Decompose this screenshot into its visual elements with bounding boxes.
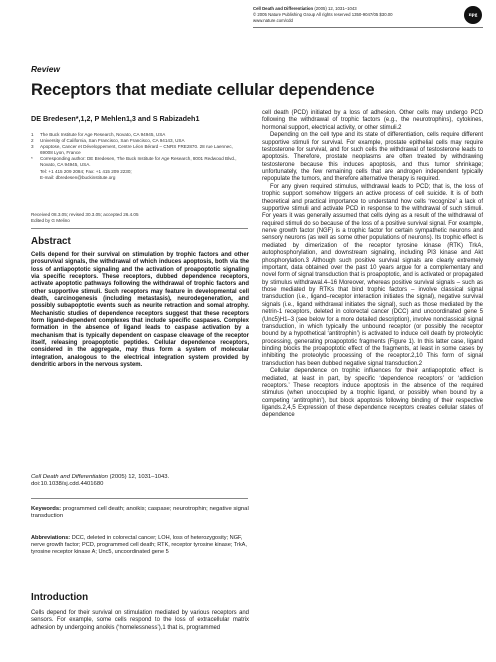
affiliation-row: * Corresponding author: DE Bredesen, The Buck Institute for Age Research, 8001 Redwood Blvd., Novato, CA 94945, USA. — [31, 156, 237, 168]
keywords-text: programmed cell death; anoikis; caspase; neurotrophin; negative signal transduction — [31, 506, 249, 520]
received-dates — [31, 212, 246, 224]
received-line: Received 08.3.05; revised 30.3.05; accepted 26.4.05 — [31, 212, 139, 217]
edited-by-line: Edited by G Melino — [31, 218, 70, 224]
affiliations — [31, 132, 246, 181]
keywords — [31, 506, 249, 521]
journal-header — [253, 6, 458, 24]
citation-journal: Cell Death and Differentiation — [31, 474, 108, 480]
paragraph: Cellular dependence on trophic influences for their antiapoptotic effect is mediated, at least in part, by specific ‘dependence receptors’ or ‘addiction receptors.’ These receptors induce apoptosis in the absence of the required stimulus (when unoccupied by a trophic ligand, or possibly when bound by a competing ‘antitrophin’), but block apoptosis following binding of their respective ligands.2,4,5 Expression of these dependence receptors creates cellular states of dependence — [262, 368, 483, 419]
article-title: Receptors that mediate cellular dependence — [31, 80, 375, 99]
affiliation-row: E-mail: dbredesen@buckinstitute.org — [40, 174, 116, 180]
affiliation-row: Tel: +1 415 209 2084; Fax: +1 415 209 2230; — [40, 168, 132, 174]
abbreviations-text: DCC, deleted in colorectal cancer; LOH, loss of heterozygosity; NGF, nerve growth factor; PCD, programmed cell death; RTK, receptor tyrosine kinase; TrkA, tyrosine receptor kinase A; Unc5, uncoordinated gene 5 — [31, 535, 247, 556]
journal-name: Cell Death and Differentiation — [253, 6, 314, 11]
author-list: DE Bredesen*,1,2, P Mehlen1,3 and S Rabizadeh1 — [31, 114, 200, 123]
section-label: Review — [31, 64, 60, 74]
abstract-divider — [31, 228, 248, 229]
abstract-heading: Abstract — [31, 236, 71, 247]
keywords-divider — [31, 498, 248, 499]
doi[interactable]: doi:10.1038/sj.cdd.4401680 — [31, 481, 104, 488]
journal-url[interactable]: www.nature.com/cdd — [253, 18, 293, 23]
introduction-body: Cells depend for their survival on stimulation mediated by various receptors and sensors. For example, some cells respond to the loss of extracellular matrix adhesion by undergoing anoikis (‘homelessness’),1 that is, programmed — [31, 610, 249, 631]
abbreviations-label: Abbreviations: — [31, 535, 71, 541]
abstract-body: Cells depend for their survival on stimulation by trophic factors and other prosurvival signals, the withdrawal of which induces apoptosis, both via the loss of antiapoptotic signaling and the activation of proapoptotic signaling via specific receptors. These receptors, dubbed dependence receptors, activate apoptotic pathways following the withdrawal of trophic factors and other supportive stimuli. Such receptors may feature in developmental cell death, carcinogenesis (including metastasis), neurodegeneration, and possibly subapoptotic events such as neurite retraction and somal atrophy. Mechanistic studies of dependence receptors suggest that these receptors form ligand-dependent complexes that include specific caspases. Complex formation in the absence of ligand leads to caspase activation by a mechanism that is typically dependent on caspase cleavage of the receptor itself, releasing proapoptotic peptides. Cellular dependence receptors, considered in the aggregate, may thus form a system of molecular integration, analogous to the electrical integration system provided by dendritic arbors in the nervous system. — [31, 252, 249, 369]
paragraph: Depending on the cell type and its state of differentiation, cells require different supportive stimuli for survival. For example, prostate epithelial cells may require testosterone for survival, and for such cells the withdrawal of testosterone leads to apoptosis. Therefore, prostate neoplasms are often treated by withdrawing testosterone because this induces apoptosis, and thus tumor shrinkage; unfortunately, the few remaining cells that are androgen independent typically repopulate the tumors, and therefore alternative therapy is required. — [262, 132, 483, 183]
introduction-heading: Introduction — [31, 592, 89, 603]
abbreviations — [31, 535, 249, 556]
right-column — [262, 110, 483, 420]
paragraph: cell death (PCD) initiated by a loss of adhesion. Other cells may undergo PCD following the withdrawal of trophic factors (e.g., the neurotrophins), cytokines, hormonal support, electrical activity, or other stimuli.2 — [262, 110, 483, 131]
journal-citation: (2005) 12, 1031–1043 — [313, 6, 357, 11]
keywords-label: Keywords: — [31, 506, 62, 512]
journal-copyright: © 2005 Nature Publishing Group All rights reserved 1350-9047/05 $30.00 — [253, 12, 393, 17]
npg-logo: npg — [464, 6, 482, 24]
citation-details: (2005) 12, 1031–1043. — [107, 474, 170, 480]
affiliation-row: 2 University of California, San Francisco, San Francisco, CA 94143, USA — [31, 138, 185, 144]
affiliation-row: 3 Apoptose, Cancer et Développement, Centre Léon Bérard – CNRS FRE2870. 28 rue Laennec, 69008 Lyon, France — [31, 144, 233, 156]
paragraph: For any given required stimulus, withdrawal leads to PCD; that is, the loss of trophic support somehow triggers an active process of cell suicide. It is of both theoretical and practical importance to understand how cells ‘recognize’ a lack of supportive stimuli and activate PCD in response to the withdrawal of such stimuli. For years it was generally assumed that cells dying as a result of the withdrawal of required stimuli do so because of the loss of a positive survival signal. For example, nerve growth factor (NGF) is a trophic factor for certain sympathetic neurons and sensory neurons (as well as some other populations of neurons). Its trophic effect is mediated by dimerization of the receptor tyrosine kinase (RTK) TrkA, autophosphorylation, and downstream signaling, including PI3 kinase and Akt phosphorylation.3 Although such positive survival signals are clearly extremely important, data obtained over the past 10 years argue for a complementary and novel form of signal transduction that is proapoptotic, and is activated or propagated by stimulus withdrawal.4–16 Moreover, whereas positive survival signals – such as those mediated by RTKs that bind trophic factors – involve classical signal transduction (i.e., ligand–receptor interaction initiates the signal), negative survival signals (i.e., ligand withdrawal initiates the signal), such as those mediated by the netrin-1 receptors, deleted in colorectal cancer (DCC) and uncoordinated gene 5 (Unc5)H1–3 (see below for a more detailed description), involve nonclassical signal transduction, in which typically the unbound receptor (or possibly the receptor bound by a hypothetical ‘antitrophin’) is activated to induce cell death by proteolytic processing, generating proapoptotic fragments (Figure 1). In this latter case, ligand binding blocks the proapoptotic effect of the fragments, at least in some cases by inhibiting the proteolytic processing of the receptor.2,10 This form of signal transduction has been dubbed negative signal transduction.2 — [262, 183, 483, 367]
article-citation — [31, 474, 249, 489]
header-divider — [253, 27, 483, 28]
affiliation-row: 1 The Buck Institute for Age Research, Novato, CA 94945, USA — [31, 132, 166, 137]
